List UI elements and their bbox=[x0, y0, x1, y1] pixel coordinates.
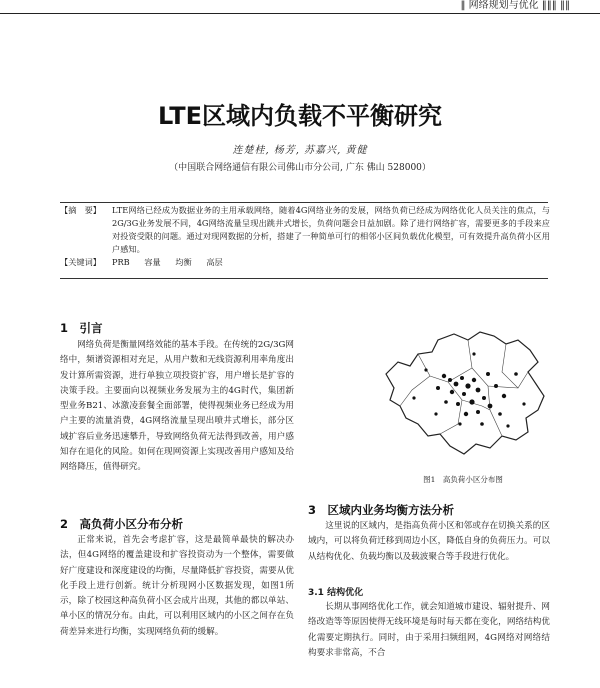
section-3-body bbox=[308, 519, 550, 565]
paper-title: LTE区域内负载不平衡研究 bbox=[157, 102, 443, 130]
keyword: 容量 bbox=[144, 257, 161, 267]
section-3-1-heading: 3.1 结构优化 bbox=[308, 588, 364, 598]
keywords-row bbox=[60, 256, 550, 269]
section-1-paragraph: 网络负荷是衡量网络效能的基本手段。在传统的2G/3G网络中，频谱资源相对充足，从用户数和无线资源利用率角度出发计算所需资源，进行单独立项投资扩容，用户增长是扩容的决策手段。主要面向以视频业务发展为主的4G时代，集团新型业务B21、冰激凌套餐全面部署，使得视频业务已经成为用户主要的流量消费，4G网络流量呈现出喷井式增长，部分区域扩容后业务迅速攀升，导致网络负荷无法得到改善，用户感知存在退化的风险。如何在现网资源上实现改善用户感知及给网络降压，值得研究。 bbox=[60, 340, 294, 473]
abstract-top-rule bbox=[60, 202, 548, 203]
abstract-label: 【摘 要】 bbox=[60, 205, 101, 215]
section-3-1-paragraph: 长期从事网络优化工作，就会知道城市建设、辐射提升、网络改造等等原因使得无线环境是每时每天都在变化，网络结构优化需要定期执行。同时，由于采用扫频组网，4G网络对网络结构要求非常高，不合 bbox=[308, 602, 550, 658]
abstract-block bbox=[60, 204, 550, 269]
abstract-bottom-rule bbox=[60, 278, 548, 279]
section-2-body bbox=[60, 533, 294, 640]
journal-section-label: ‖ 网络规划与优化 ‖‖‖ ‖‖ bbox=[460, 0, 570, 11]
section-3-paragraph: 这里说的区域内，是指高负荷小区和邻或存在切换关系的区域内，可以将负荷迁移到周边小区，降低自身的负荷压力。可以从结构优化、负载均衡以及载波聚合等手段进行优化。 bbox=[308, 521, 550, 562]
journal-header bbox=[0, 0, 600, 14]
keyword: 均衡 bbox=[175, 257, 192, 267]
section-1-heading: 1 引言 bbox=[60, 321, 103, 335]
section-3-1-body bbox=[308, 600, 550, 661]
figure-1-caption: 图1 高负荷小区分布图 bbox=[423, 475, 503, 484]
keyword: PRB bbox=[112, 257, 130, 267]
paper-affiliation: （中国联合网络通信有限公司佛山市分公司, 广东 佛山 528000） bbox=[169, 163, 431, 173]
section-3-heading: 3 区域内业务均衡方法分析 bbox=[308, 503, 455, 517]
high-load-cell-map-figure bbox=[378, 314, 553, 464]
paper-authors: 连楚桂, 杨芳, 苏嘉兴, 黄健 bbox=[232, 145, 368, 156]
section-2-heading: 2 高负荷小区分布分析 bbox=[60, 517, 184, 531]
abstract-text: LTE网络已经成为数据业务的主用承载网络，随着4G网络业务的发展，网络负荷已经成为网络优化人员关注的焦点，与2G/3G业务发展不同，4G网络流量呈现出跳井式增长，负荷问题会日益加剧。除了进行网络扩容，需要更多的手段来应对投资受限的问题。通过对现网数据的分析，搭建了一种简单可行的相邻小区间负载优化模型，可有效提升高负荷小区用户感知。 bbox=[112, 205, 550, 254]
keywords-label: 【关键词】 bbox=[60, 257, 101, 267]
section-1-body bbox=[60, 338, 294, 476]
keyword: 高层 bbox=[206, 257, 223, 267]
section-2-paragraph: 正常来说，首先会考虑扩容，这是最简单最快的解决办法，但4G网络的覆盖建设和扩容投资动为一个整体，需要做好广度建设和深度建设的均衡，尽量降低扩容投资，需要从优化手段上进行创新。统计分析现网小区数据发现，如图1所示，除了校园这种高负荷小区会成片出现，其他的都以单站、单小区的情况分布。由此，可以利用区域内的小区之间存在负荷差异来进行均衡，实现网络负荷的缓解。 bbox=[60, 535, 294, 637]
